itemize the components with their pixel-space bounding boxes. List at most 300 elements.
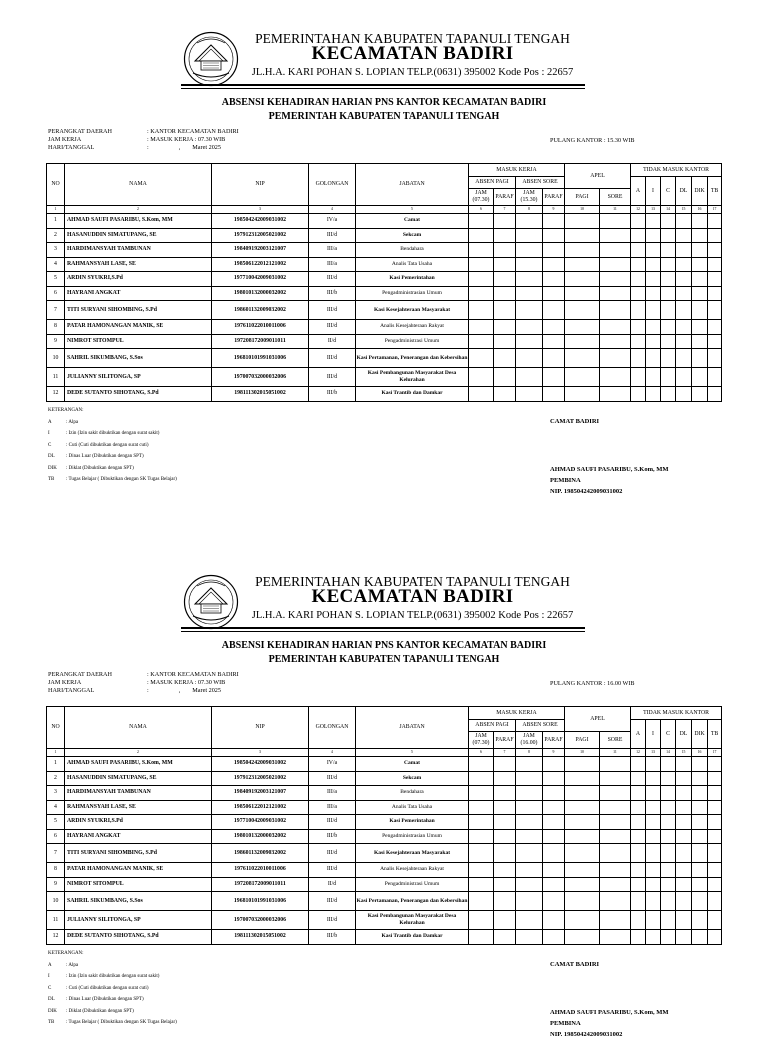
attendance-cell xyxy=(600,800,631,815)
attendance-cell xyxy=(494,771,516,786)
attendance-cell xyxy=(646,228,661,243)
attendance-cell xyxy=(646,272,661,287)
table-row xyxy=(47,387,722,402)
row-golongan: III/d xyxy=(309,911,356,930)
attendance-cell xyxy=(516,301,543,320)
row-golongan: III/d xyxy=(309,368,356,387)
attendance-cell xyxy=(516,349,543,368)
attendance-cell xyxy=(692,815,708,830)
attendance-cell xyxy=(600,757,631,772)
attendance-cell xyxy=(646,892,661,911)
attendance-cell xyxy=(543,214,565,229)
meta-value: : MASUK KERJA : 07.30 WIB xyxy=(147,136,226,143)
row-jabatan: Pengadministrasian Umum xyxy=(356,829,469,844)
attendance-cell xyxy=(565,301,600,320)
attendance-cell xyxy=(565,257,600,272)
attendance-cell xyxy=(469,863,494,878)
header-sore: SORE xyxy=(600,732,631,749)
row-jabatan: Bendahara xyxy=(356,243,469,258)
attendance-cell xyxy=(631,214,646,229)
district-name: KECAMATAN BADIRI xyxy=(311,586,514,607)
header-rule-thick xyxy=(181,84,585,86)
attendance-cell xyxy=(516,272,543,287)
attendance-cell xyxy=(565,387,600,402)
row-no: 5 xyxy=(47,815,65,830)
header-jam-pagi: JAM (07.30) xyxy=(469,732,494,749)
column-number: 8 xyxy=(516,206,543,214)
row-jabatan: Pengadministrasian Umum xyxy=(356,286,469,301)
attendance-cell xyxy=(631,387,646,402)
legend xyxy=(48,948,177,1029)
meta-month: Maret 2025 xyxy=(192,144,221,151)
office-address: JL.H.A. KARI POHAN S. LOPIAN TELP.(0631) 395002 Kode Pos : 22657 xyxy=(251,610,574,621)
attendance-cell xyxy=(600,272,631,287)
attendance-cell xyxy=(631,334,646,349)
attendance-cell xyxy=(646,930,661,945)
attendance-cell xyxy=(708,844,722,863)
row-nip: 197912312005021002 xyxy=(212,771,309,786)
regency-name: PEMERINTAHAN KABUPATEN TAPANULI TENGAH xyxy=(255,31,570,46)
meta-colon: : xyxy=(147,144,149,151)
header-jabatan: JABATAN xyxy=(356,707,469,749)
header-paraf: PARAF xyxy=(543,732,565,749)
row-jabatan: Analis Tata Usaha xyxy=(356,800,469,815)
table-row xyxy=(47,844,722,863)
legend-item xyxy=(48,1017,177,1029)
attendance-cell xyxy=(516,257,543,272)
row-nip: 198111302015051002 xyxy=(212,930,309,945)
attendance-cell xyxy=(692,368,708,387)
table-row xyxy=(47,800,722,815)
attendance-cell xyxy=(516,243,543,258)
attendance-cell xyxy=(600,863,631,878)
row-nama: HARDIMANSYAH TAMBUNAN xyxy=(65,243,212,258)
table-row xyxy=(47,214,722,229)
attendance-table xyxy=(46,163,722,402)
row-jabatan: Kasi Pertamanan, Penerangan dan Kebersihan xyxy=(356,892,469,911)
attendance-cell xyxy=(516,892,543,911)
attendance-cell xyxy=(646,387,661,402)
attendance-cell xyxy=(661,757,676,772)
attendance-cell xyxy=(600,320,631,335)
attendance-cell xyxy=(631,368,646,387)
attendance-cell xyxy=(543,349,565,368)
attendance-cell xyxy=(469,368,494,387)
attendance-cell xyxy=(692,228,708,243)
attendance-cell xyxy=(565,892,600,911)
row-golongan: III/b xyxy=(309,829,356,844)
attendance-cell xyxy=(565,757,600,772)
row-nip: 198506122012121002 xyxy=(212,800,309,815)
row-nip: 197710042009031002 xyxy=(212,272,309,287)
row-nama: RAHMANSYAH LASE, SE xyxy=(65,800,212,815)
header-pagi: PAGI xyxy=(565,189,600,206)
row-no: 8 xyxy=(47,863,65,878)
attendance-cell xyxy=(543,771,565,786)
row-nip: 197208172009011011 xyxy=(212,334,309,349)
row-jabatan: Kasi Trantib dan Damkar xyxy=(356,930,469,945)
row-golongan: III/b xyxy=(309,387,356,402)
header-jam-pagi: JAM (07.30) xyxy=(469,189,494,206)
row-nama: AHMAD SAUFI PASARIBU, S.Kom, MM xyxy=(65,757,212,772)
row-golongan: III/d xyxy=(309,863,356,878)
row-jabatan: Kasi Trantib dan Damkar xyxy=(356,387,469,402)
attendance-cell xyxy=(708,228,722,243)
attendance-cell xyxy=(646,863,661,878)
attendance-cell xyxy=(469,387,494,402)
meta-month: Maret 2025 xyxy=(192,687,221,694)
column-number: 2 xyxy=(65,206,212,214)
attendance-cell xyxy=(494,844,516,863)
row-jabatan: Sekcam xyxy=(356,771,469,786)
row-nip: 197007032000032006 xyxy=(212,911,309,930)
attendance-cell xyxy=(708,243,722,258)
attendance-cell xyxy=(543,243,565,258)
attendance-cell xyxy=(543,257,565,272)
row-jabatan: Sekcam xyxy=(356,228,469,243)
attendance-cell xyxy=(600,877,631,892)
attendance-cell xyxy=(600,257,631,272)
header-absen-pagi: ABSEN PAGI xyxy=(469,177,516,189)
table-row xyxy=(47,815,722,830)
attendance-cell xyxy=(516,771,543,786)
row-jabatan: Kasi Pertamanan, Penerangan dan Kebersihan xyxy=(356,349,469,368)
column-number: 1 xyxy=(47,206,65,214)
row-no: 6 xyxy=(47,829,65,844)
legend-desc: : Alpa xyxy=(66,962,79,968)
attendance-cell xyxy=(543,286,565,301)
row-no: 4 xyxy=(47,800,65,815)
row-no: 6 xyxy=(47,286,65,301)
attendance-cell xyxy=(661,301,676,320)
row-golongan: III/a xyxy=(309,786,356,801)
attendance-cell xyxy=(516,863,543,878)
attendance-cell xyxy=(543,368,565,387)
legend-code: DIK xyxy=(48,465,57,471)
legend-code: TB xyxy=(48,477,55,482)
attendance-cell xyxy=(631,800,646,815)
row-no: 10 xyxy=(47,349,65,368)
attendance-cell xyxy=(600,829,631,844)
row-jabatan: Kasi Pemerintahan xyxy=(356,815,469,830)
attendance-cell xyxy=(676,301,692,320)
row-jabatan: Analis Kesejahteraan Rakyat xyxy=(356,863,469,878)
attendance-cell xyxy=(708,286,722,301)
document-title: ABSENSI KEHADIRAN HARIAN PNS KANTOR KECAMATAN BADIRI xyxy=(221,640,547,651)
attendance-cell xyxy=(565,771,600,786)
attendance-cell xyxy=(692,257,708,272)
attendance-cell xyxy=(692,757,708,772)
attendance-cell xyxy=(494,286,516,301)
header-golongan: GOLONGAN xyxy=(309,164,356,206)
meta-date xyxy=(147,144,297,152)
attendance-cell xyxy=(676,349,692,368)
attendance-cell xyxy=(600,228,631,243)
row-jabatan: Kasi Pemerintahan xyxy=(356,272,469,287)
signature-block xyxy=(550,464,669,497)
column-number: 14 xyxy=(661,749,676,757)
table-row xyxy=(47,911,722,930)
attendance-cell xyxy=(631,286,646,301)
attendance-cell xyxy=(646,757,661,772)
attendance-cell xyxy=(494,368,516,387)
attendance-cell xyxy=(543,387,565,402)
row-nama: JULIANNY SILITONGA, SP xyxy=(65,368,212,387)
attendance-cell xyxy=(676,286,692,301)
attendance-cell xyxy=(494,349,516,368)
attendance-cell xyxy=(494,257,516,272)
attendance-cell xyxy=(631,815,646,830)
row-golongan: III/a xyxy=(309,257,356,272)
attendance-cell xyxy=(661,334,676,349)
attendance-cell xyxy=(600,214,631,229)
attendance-cell xyxy=(708,368,722,387)
column-number: 15 xyxy=(676,749,692,757)
column-number: 3 xyxy=(212,206,309,214)
header-nama: NAMA xyxy=(65,164,212,206)
attendance-cell xyxy=(692,800,708,815)
row-jabatan: Pengadministrasi Umum xyxy=(356,877,469,892)
attendance-cell xyxy=(494,930,516,945)
table-row xyxy=(47,334,722,349)
attendance-cell xyxy=(708,757,722,772)
attendance-cell xyxy=(646,368,661,387)
attendance-cell xyxy=(661,257,676,272)
attendance-cell xyxy=(494,863,516,878)
attendance-cell xyxy=(631,786,646,801)
office-address: JL.H.A. KARI POHAN S. LOPIAN TELP.(0631) 395002 Kode Pos : 22657 xyxy=(251,67,574,78)
header-rule-thin xyxy=(181,88,585,89)
attendance-cell xyxy=(469,800,494,815)
header-pagi: PAGI xyxy=(565,732,600,749)
row-golongan: III/d xyxy=(309,228,356,243)
attendance-cell xyxy=(661,286,676,301)
attendance-cell xyxy=(676,257,692,272)
meta-label: JAM KERJA xyxy=(48,679,82,686)
attendance-cell xyxy=(516,286,543,301)
attendance-cell xyxy=(661,800,676,815)
attendance-cell xyxy=(692,286,708,301)
attendance-cell xyxy=(543,829,565,844)
attendance-cell xyxy=(676,863,692,878)
column-number: 15 xyxy=(676,206,692,214)
header-tidak-masuk: TIDAK MASUK KANTOR xyxy=(631,707,722,720)
header-nip: NIP xyxy=(212,707,309,749)
meta-label: PERANGKAT DAERAH xyxy=(48,128,112,135)
attendance-cell xyxy=(565,815,600,830)
attendance-cell xyxy=(708,320,722,335)
attendance-cell xyxy=(494,228,516,243)
attendance-cell xyxy=(646,349,661,368)
header-masuk-kerja: MASUK KERJA xyxy=(469,164,565,177)
header-a: A xyxy=(631,720,646,749)
row-no: 9 xyxy=(47,334,65,349)
column-number: 9 xyxy=(543,206,565,214)
column-number: 2 xyxy=(65,749,212,757)
row-jabatan: Analis Tata Usaha xyxy=(356,257,469,272)
attendance-cell xyxy=(469,286,494,301)
attendance-cell xyxy=(708,892,722,911)
attendance-cell xyxy=(494,786,516,801)
column-number: 3 xyxy=(212,749,309,757)
attendance-cell xyxy=(600,387,631,402)
legend-title: KETERANGAN: xyxy=(48,408,84,413)
column-number: 13 xyxy=(646,749,661,757)
column-number: 12 xyxy=(631,206,646,214)
row-golongan: III/b xyxy=(309,930,356,945)
meta-label: PERANGKAT DAERAH xyxy=(48,671,112,678)
attendance-cell xyxy=(565,368,600,387)
row-nama: SAHRIL SIKUMBANG, S.Sos xyxy=(65,892,212,911)
legend-desc: : Izin (Izin sakit dibuktikan dengan surat sakit) xyxy=(66,431,160,436)
row-nip: 197611022010011006 xyxy=(212,320,309,335)
attendance-cell xyxy=(646,911,661,930)
attendance-cell xyxy=(661,320,676,335)
header-tidak-masuk: TIDAK MASUK KANTOR xyxy=(631,164,722,177)
legend-desc: : Dinas Luar (Dibuktikan dengan SPT) xyxy=(66,997,144,1002)
attendance-cell xyxy=(708,815,722,830)
signatory-nip: NIP. 198504242009031002 xyxy=(550,1031,623,1038)
row-jabatan: Bendahara xyxy=(356,786,469,801)
attendance-cell xyxy=(516,214,543,229)
legend-code: DIK xyxy=(48,1008,57,1014)
attendance-cell xyxy=(676,815,692,830)
row-jabatan: Kasi Pembangunan Masyarakat Desa Kelurahan xyxy=(356,368,469,387)
attendance-cell xyxy=(692,214,708,229)
attendance-cell xyxy=(646,286,661,301)
meta-value: : KANTOR KECAMATAN BADIRI xyxy=(147,671,239,678)
signatory-rank: PEMBINA xyxy=(550,1020,581,1027)
attendance-cell xyxy=(469,228,494,243)
attendance-cell xyxy=(631,320,646,335)
row-nama: DEDE SUTANTO SIHOTANG, S.Pd xyxy=(65,930,212,945)
attendance-cell xyxy=(543,815,565,830)
row-nama: ARDIN SYUKRI,S.Pd xyxy=(65,272,212,287)
column-number: 1 xyxy=(47,749,65,757)
header-tb: TB xyxy=(708,177,722,206)
column-number: 9 xyxy=(543,749,565,757)
legend-code: A xyxy=(48,962,52,968)
row-nip: 198601132009032002 xyxy=(212,301,309,320)
row-nip: 196810101991031006 xyxy=(212,349,309,368)
attendance-cell xyxy=(469,757,494,772)
header-no: NO xyxy=(47,707,65,749)
attendance-cell xyxy=(676,844,692,863)
attendance-cell xyxy=(565,786,600,801)
attendance-cell xyxy=(600,286,631,301)
attendance-cell xyxy=(516,911,543,930)
header-dik: DIK xyxy=(692,177,708,206)
attendance-cell xyxy=(661,892,676,911)
header-c: C xyxy=(661,177,676,206)
attendance-cell xyxy=(469,829,494,844)
attendance-cell xyxy=(708,829,722,844)
attendance-cell xyxy=(631,930,646,945)
row-nama: NIMROT SITOMPUL xyxy=(65,877,212,892)
attendance-cell xyxy=(631,892,646,911)
header-apel: APEL xyxy=(565,164,631,189)
attendance-cell xyxy=(676,320,692,335)
attendance-cell xyxy=(469,349,494,368)
table-row xyxy=(47,757,722,772)
column-number: 17 xyxy=(708,206,722,214)
attendance-cell xyxy=(692,301,708,320)
row-no: 2 xyxy=(47,228,65,243)
attendance-cell xyxy=(708,301,722,320)
row-nama: PATAR HAMONANGAN MANIK, SE xyxy=(65,863,212,878)
attendance-cell xyxy=(494,829,516,844)
row-golongan: IV/a xyxy=(309,757,356,772)
attendance-cell xyxy=(708,771,722,786)
attendance-cell xyxy=(708,877,722,892)
attendance-cell xyxy=(676,930,692,945)
attendance-cell xyxy=(631,243,646,258)
row-jabatan: Pengadministrasi Umum xyxy=(356,334,469,349)
attendance-cell xyxy=(708,863,722,878)
table-row xyxy=(47,286,722,301)
row-nip: 198504242009031002 xyxy=(212,214,309,229)
attendance-cell xyxy=(516,844,543,863)
attendance-cell xyxy=(676,877,692,892)
legend-desc: : Dinas Luar (Dibuktikan dengan SPT) xyxy=(66,454,144,459)
table-row xyxy=(47,272,722,287)
attendance-cell xyxy=(631,844,646,863)
attendance-cell xyxy=(494,214,516,229)
attendance-cell xyxy=(631,877,646,892)
attendance-cell xyxy=(661,771,676,786)
legend-desc: : Cuti (Cuti dibuktikan dengan surat cuti) xyxy=(66,985,149,991)
attendance-cell xyxy=(469,301,494,320)
attendance-cell xyxy=(565,930,600,945)
attendance-cell xyxy=(543,930,565,945)
attendance-cell xyxy=(600,334,631,349)
attendance-cell xyxy=(692,771,708,786)
row-nip: 198504242009031002 xyxy=(212,757,309,772)
attendance-cell xyxy=(646,334,661,349)
attendance-cell xyxy=(543,911,565,930)
row-golongan: III/a xyxy=(309,800,356,815)
attendance-cell xyxy=(646,815,661,830)
attendance-cell xyxy=(469,930,494,945)
row-no: 11 xyxy=(47,368,65,387)
row-jabatan: Camat xyxy=(356,214,469,229)
table-row xyxy=(47,349,722,368)
legend-desc: : Tugas Belajar ( Dibuktikan dengan SK Tugas Belajar) xyxy=(66,1020,177,1025)
attendance-cell xyxy=(708,911,722,930)
attendance-cell xyxy=(676,786,692,801)
attendance-cell xyxy=(543,800,565,815)
attendance-cell xyxy=(600,930,631,945)
attendance-cell xyxy=(469,877,494,892)
attendance-cell xyxy=(708,930,722,945)
row-jabatan: Kasi Kesejahteraan Masyarakat xyxy=(356,301,469,320)
row-nama: HAYRANI ANGKAT xyxy=(65,829,212,844)
row-nip: 197710042009031002 xyxy=(212,815,309,830)
attendance-cell xyxy=(469,272,494,287)
legend-item xyxy=(48,983,177,995)
row-golongan: III/b xyxy=(309,286,356,301)
row-nip: 197208172009011011 xyxy=(212,877,309,892)
legend xyxy=(48,405,177,486)
header-absen-pagi: ABSEN PAGI xyxy=(469,720,516,732)
attendance-cell xyxy=(661,829,676,844)
legend-code: DL xyxy=(48,997,55,1002)
column-number: 10 xyxy=(565,206,600,214)
attendance-cell xyxy=(494,892,516,911)
header-paraf: PARAF xyxy=(543,189,565,206)
row-nip: 197007032000032006 xyxy=(212,368,309,387)
row-nama: NIMROT SITOMPUL xyxy=(65,334,212,349)
